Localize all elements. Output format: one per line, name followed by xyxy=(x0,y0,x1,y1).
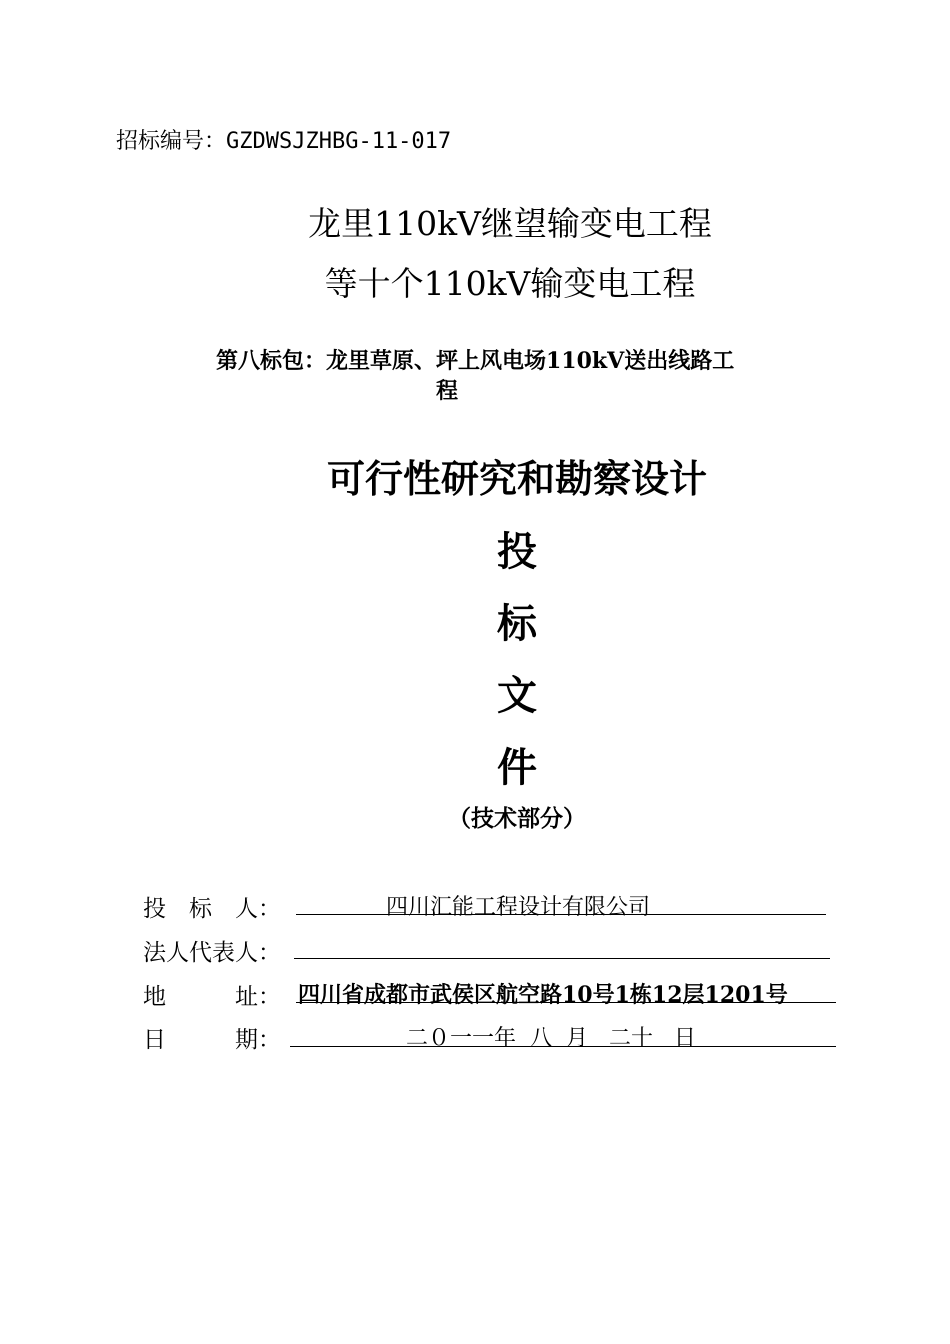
bidder-value: 四川汇能工程设计有限公司 xyxy=(386,895,651,920)
bid-number: 招标编号：GZDWSJZHBG-11-017 xyxy=(116,129,452,154)
date-label: 日 期： xyxy=(143,1027,281,1053)
doc-type-char-3: 文 xyxy=(497,673,537,719)
address-value: 四川省成都市武侯区航空路10号1栋12层1201号 xyxy=(298,982,788,1008)
bidder-label: 投 标 人： xyxy=(143,896,281,922)
date-value: 二０一一年 八 月 二十 日 xyxy=(406,1026,696,1051)
doc-type-char-4: 件 xyxy=(497,745,537,791)
legal-rep-line xyxy=(294,928,830,959)
doc-type-char-1: 投 xyxy=(497,529,537,575)
legal-rep-label: 法人代表人： xyxy=(143,940,281,966)
subtitle: （技术部分） xyxy=(448,806,586,832)
main-title: 可行性研究和勘察设计 xyxy=(326,457,707,501)
project-title-line1: 龙里110kV继望输变电工程 xyxy=(308,204,712,243)
package-line2: 程 xyxy=(436,378,459,404)
project-title-line2: 等十个110kV输变电工程 xyxy=(324,264,696,303)
address-label: 地 址： xyxy=(143,984,281,1010)
package-line1: 第八标包：龙里草原、坪上风电场110kV送出线路工 xyxy=(216,348,735,374)
doc-type-char-2: 标 xyxy=(497,601,537,647)
